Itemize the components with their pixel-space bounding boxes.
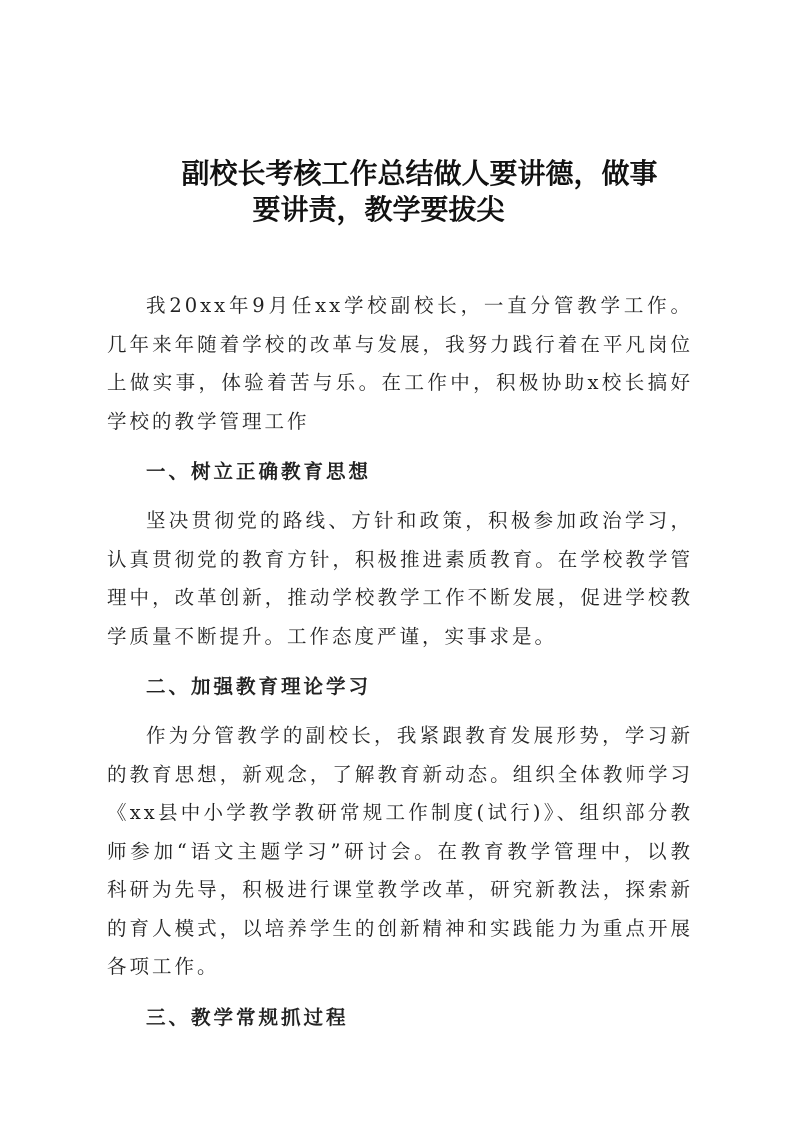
section-heading-1: 一、树立正确教育思想 xyxy=(146,460,372,483)
section-paragraph-2: 作为分管教学的副校长，我紧跟教育发展形势，学习新的教育思想，新观念，了解教育新动态。组织全体教师学习《xx县中小学教学教研常规工作制度(试行)》、组织部分教师参加“语文主题学习”研讨会。在教育教学管理中，以教科研为先导，积极进行课堂教学改革，研究新教法，探索新的育人模式，以培养学生的创新精神和实践能力为重点开展各项工作。 xyxy=(107,724,693,978)
section-heading-2: 二、加强教育理论学习 xyxy=(146,675,372,698)
title-line-2: 要讲责，教学要拔尖 xyxy=(252,193,505,226)
section-paragraph-1: 坚决贯彻党的路线、方针和政策，积极参加政治学习，认真贯彻党的教育方针，积极推进素质教育。在学校教学管理中，改革创新，推动学校教学工作不断发展，促进学校教学质量不断提升。工作态度严谨，实事求是。 xyxy=(107,509,693,648)
title-line-1: 副校长考核工作总结做人要讲德，做事 xyxy=(181,157,658,190)
intro-paragraph: 我20xx年9月任xx学校副校长，一直分管教学工作。几年来年随着学校的改革与发展，我努力践行着在平凡岗位上做实事，体验着苦与乐。在工作中，积极协助x校长搞好学校的教学管理工作 xyxy=(107,294,693,433)
document-title xyxy=(107,156,690,228)
document-body xyxy=(107,287,693,1048)
section-heading-3: 三、教学常规抓过程 xyxy=(146,1005,349,1029)
